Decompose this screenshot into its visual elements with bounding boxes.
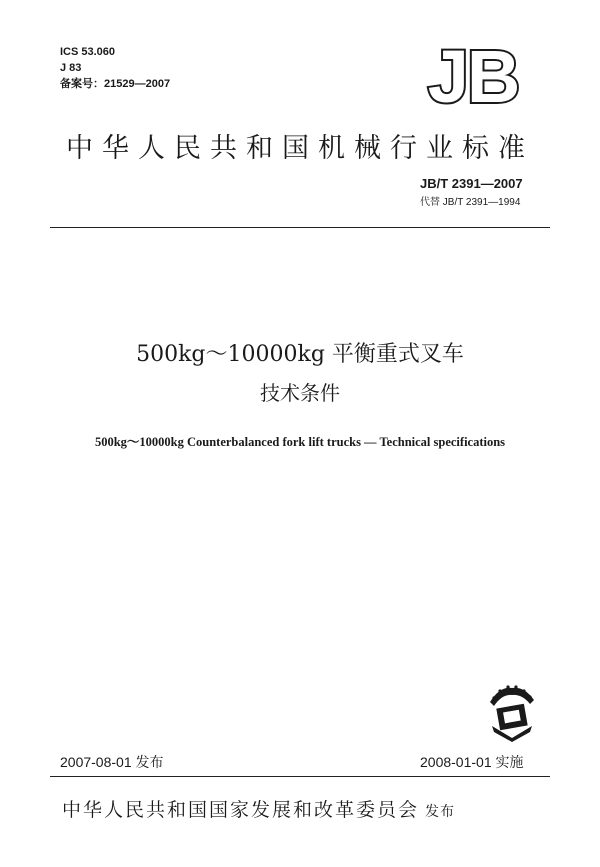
- publisher-seal-icon: [484, 680, 540, 742]
- issuing-authority: [62, 795, 455, 822]
- issue-date: 2007-08-01 发布: [60, 754, 164, 770]
- implementation-date: 2008-01-01 实施: [420, 754, 524, 770]
- document-title-english: 500kg～10000kg Counterbalanced fork lift trucks — Technical specifications: [94, 435, 506, 449]
- standard-number-block: [420, 176, 523, 208]
- header-divider: [50, 227, 550, 228]
- footer-divider: [50, 776, 550, 777]
- industry-standard-title: 中华人民共和国机械行业标准: [66, 133, 534, 164]
- replaces-standard: 代替 JB/T 2391—1994: [420, 197, 521, 208]
- class-code: J 83: [60, 62, 82, 74]
- filing-number: 备案号：21529—2007: [60, 78, 171, 90]
- meta-block: [60, 44, 170, 92]
- issuing-authority-suffix: 发布: [425, 804, 456, 820]
- ics-code: ICS 53.060: [60, 46, 116, 58]
- standard-number: JB/T 2391—2007: [420, 176, 523, 191]
- jb-logo: [418, 42, 528, 108]
- issuing-authority-name: 中华人民共和国国家发展和改革委员会: [62, 799, 420, 821]
- document-title-line2: 技术条件: [260, 381, 340, 405]
- document-title-line1: 500kg～10000kg 平衡重式叉车: [136, 342, 464, 367]
- jb-logo-text: JB: [427, 42, 519, 108]
